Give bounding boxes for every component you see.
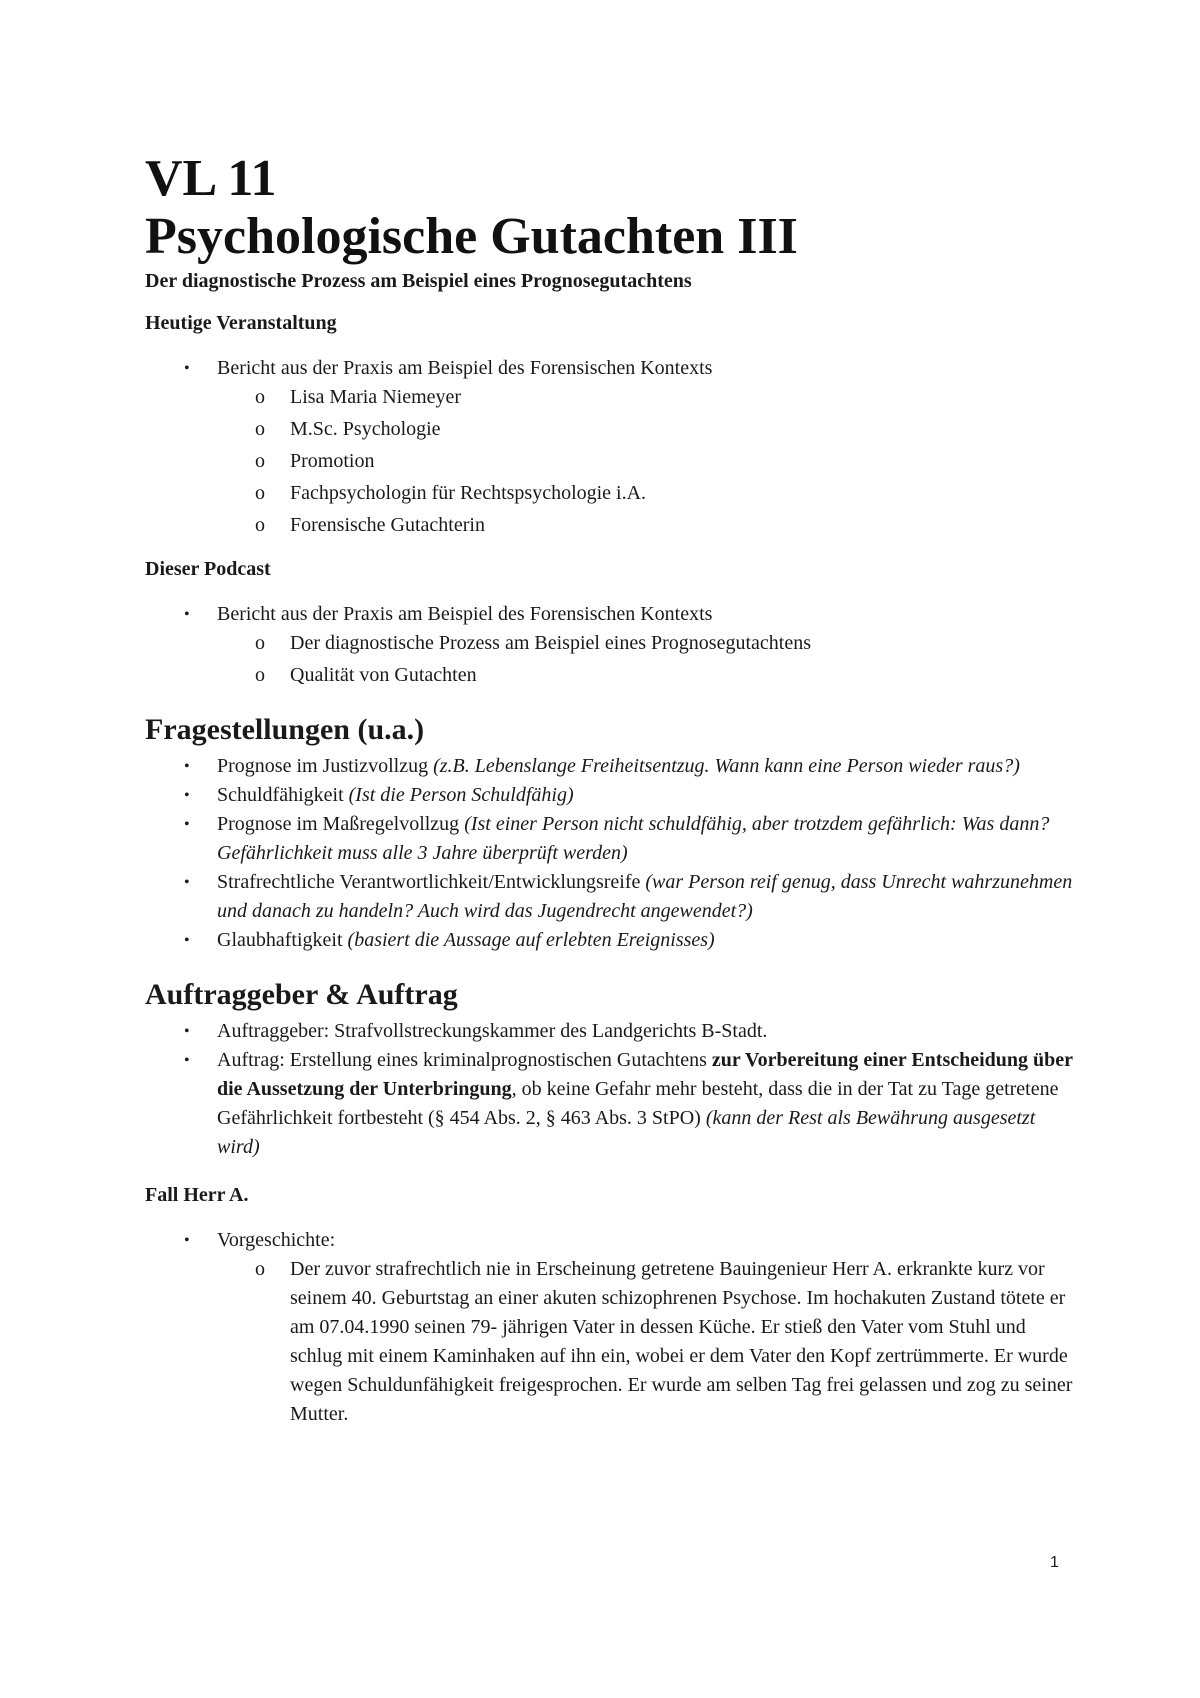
sub-bullet-icon: o bbox=[255, 418, 265, 440]
sub-bullet-icon: o bbox=[255, 1258, 265, 1280]
sub-list-item: o Lisa Maria Niemeyer bbox=[145, 383, 1075, 412]
bullet-icon: • bbox=[184, 1052, 190, 1069]
sub-list-item: o Der diagnostische Prozess am Beispiel eines Prognosegutachtens bbox=[145, 629, 1075, 658]
list-item: • Vorgeschichte: bbox=[145, 1226, 1075, 1255]
list-item: • Auftrag: Erstellung eines kriminalprognostischen Gutachtens zur Vorbereitung einer Entscheidung über die Aussetzung der Unterbringung, ob keine Gefahr mehr besteht, dass die in der Tat zu Tage getretene Gefährlichkeit fortbesteht (§ 454 Abs. 2, § 463 Abs. 3 StPO) (kann der Rest als Bewährung ausgesetzt wird) bbox=[145, 1046, 1075, 1162]
bullet-icon: • bbox=[184, 606, 190, 623]
sub-list-item: o Der zuvor strafrechtlich nie in Erscheinung getretene Bauingenieur Herr A. erkrankte kurz vor seinem 40. Geburtstag an einer akuten schizophrenen Psychose. Im hochakuten Zustand tötete er am 07.04.1990 seinen 79- jährigen Vater in dessen Küche. Er stieß den Vater vom Stuhl und schlug mit einem Kaminhaken auf ihn ein, wobei er dem Vater den Kopf zertrümmerte. Er wurde wegen Schuldunfähigkeit freigesprochen. Er wurde am selben Tag frei gelassen und zog zu seiner Mutter. bbox=[145, 1255, 1075, 1429]
list-item: • Strafrechtliche Verantwortlichkeit/Entwicklungsreife (war Person reif genug, dass Unrecht wahrzunehmen und danach zu handeln? Auch wird das Jugendrecht angewendet?) bbox=[145, 868, 1075, 926]
list-item: • Bericht aus der Praxis am Beispiel des Forensischen Kontexts bbox=[145, 600, 1075, 629]
bullet-icon: • bbox=[184, 360, 190, 377]
doc-title-line1: VL 11 bbox=[145, 150, 277, 207]
list-item: • Schuldfähigkeit (Ist die Person Schuldfähig) bbox=[145, 781, 1075, 810]
bullet-icon: • bbox=[184, 758, 190, 775]
sub-list-item: o Promotion bbox=[145, 447, 1075, 476]
bullet-icon: • bbox=[184, 816, 190, 833]
list-fragestellungen bbox=[145, 752, 1075, 955]
list-auftrag bbox=[145, 1017, 1075, 1162]
list-item: • Prognose im Maßregelvollzug (Ist einer Person nicht schuldfähig, aber trotzdem gefährlich: Was dann? Gefährlichkeit muss alle 3 Jahre überprüft werden) bbox=[145, 810, 1075, 868]
heading-fragestellungen: Fragestellungen (u.a.) bbox=[145, 713, 425, 746]
heading-heutige-veranstaltung: Heutige Veranstaltung bbox=[145, 312, 337, 334]
bullet-icon: • bbox=[184, 874, 190, 891]
bullet-icon: • bbox=[184, 1023, 190, 1040]
heading-auftraggeber-auftrag: Auftraggeber & Auftrag bbox=[145, 978, 458, 1011]
sub-list-item: o M.Sc. Psychologie bbox=[145, 415, 1075, 444]
sub-list-item: o Qualität von Gutachten bbox=[145, 661, 1075, 690]
sub-bullet-icon: o bbox=[255, 450, 265, 472]
sub-bullet-icon: o bbox=[255, 386, 265, 408]
list-heutige bbox=[145, 354, 1075, 540]
list-podcast bbox=[145, 600, 1075, 690]
sub-bullet-icon: o bbox=[255, 664, 265, 686]
bullet-icon: • bbox=[184, 932, 190, 949]
list-fall bbox=[145, 1226, 1075, 1429]
doc-subtitle: Der diagnostische Prozess am Beispiel eines Prognosegutachtens bbox=[145, 270, 692, 292]
sub-bullet-icon: o bbox=[255, 482, 265, 504]
sub-bullet-icon: o bbox=[255, 514, 265, 536]
sub-list-item: o Fachpsychologin für Rechtspsychologie i.A. bbox=[145, 479, 1075, 508]
page-number: 1 bbox=[1050, 1554, 1059, 1571]
document-page bbox=[145, 150, 1075, 1429]
heading-fall-herr-a: Fall Herr A. bbox=[145, 1184, 249, 1206]
list-item: • Bericht aus der Praxis am Beispiel des Forensischen Kontexts bbox=[145, 354, 1075, 383]
sub-bullet-icon: o bbox=[255, 632, 265, 654]
list-item: • Glaubhaftigkeit (basiert die Aussage auf erlebten Ereignisses) bbox=[145, 926, 1075, 955]
heading-dieser-podcast: Dieser Podcast bbox=[145, 558, 271, 580]
list-item: • Auftraggeber: Strafvollstreckungskammer des Landgerichts B-Stadt. bbox=[145, 1017, 1075, 1046]
doc-title-line2: Psychologische Gutachten III bbox=[145, 208, 798, 265]
bullet-icon: • bbox=[184, 787, 190, 804]
list-item: • Prognose im Justizvollzug (z.B. Lebenslange Freiheitsentzug. Wann kann eine Person wieder raus?) bbox=[145, 752, 1075, 781]
sub-list-item: o Forensische Gutachterin bbox=[145, 511, 1075, 540]
bullet-icon: • bbox=[184, 1232, 190, 1249]
